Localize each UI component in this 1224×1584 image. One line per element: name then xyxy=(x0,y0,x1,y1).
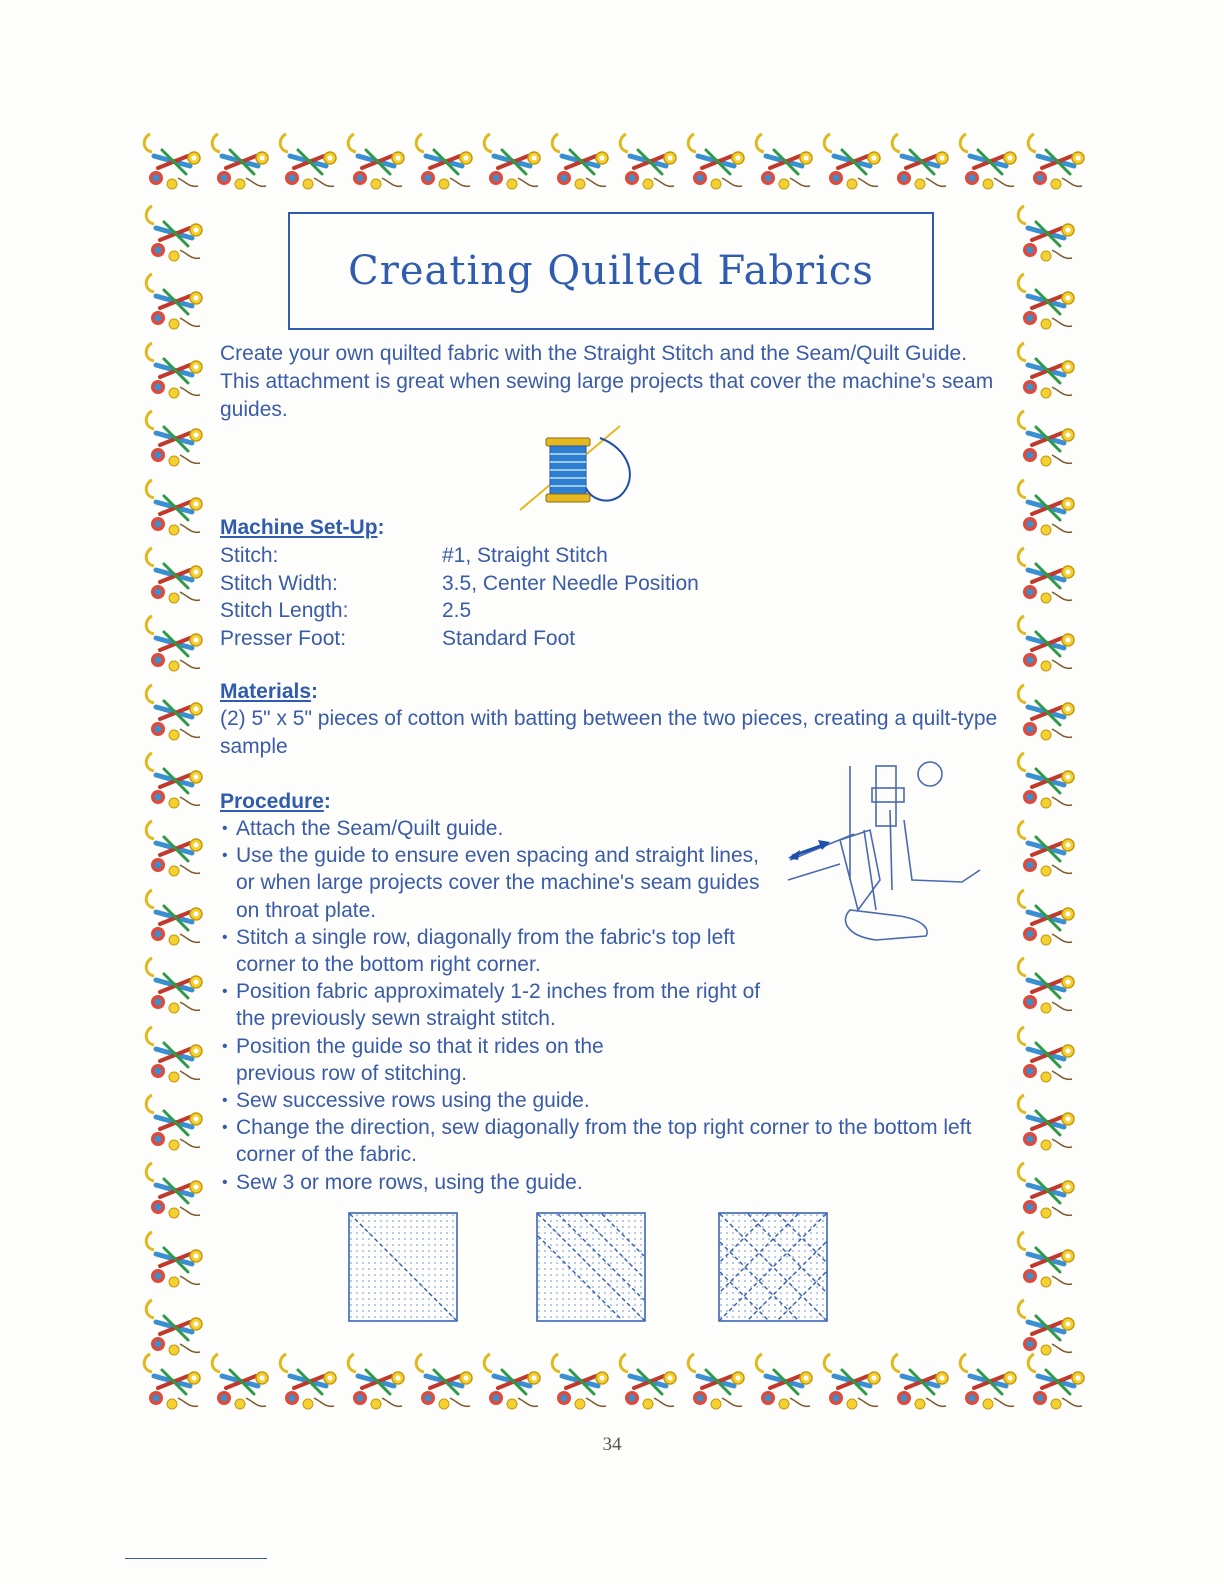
page-title: Creating Quilted Fabrics xyxy=(348,248,874,294)
sewing-motif-icon xyxy=(344,128,410,194)
border-right xyxy=(1014,200,1084,1360)
sewing-motif-icon xyxy=(1014,1226,1080,1292)
sewing-motif-icon xyxy=(142,337,208,403)
sewing-motif-icon xyxy=(142,610,208,676)
sewing-motif-icon xyxy=(142,200,208,266)
setup-row xyxy=(220,542,699,570)
sewing-motif-icon xyxy=(142,474,208,540)
border-top xyxy=(140,128,1090,208)
sewing-motif-icon xyxy=(1024,128,1090,194)
border-left xyxy=(142,200,212,1360)
sewing-motif-icon xyxy=(142,747,208,813)
sewing-motif-icon xyxy=(616,128,682,194)
setup-row xyxy=(220,625,699,653)
sewing-motif-icon xyxy=(1014,542,1080,608)
sewing-motif-icon xyxy=(1014,679,1080,745)
sewing-motif-icon xyxy=(142,1157,208,1223)
sewing-motif-icon xyxy=(276,1348,342,1414)
procedure-step: • Use the guide to ensure even spacing and straight lines, or when large projects cover the machine's seam guides on throat plate. xyxy=(220,842,980,924)
sewing-motif-icon xyxy=(888,128,954,194)
setup-value: 3.5, Center Needle Position xyxy=(442,571,699,595)
footer-rule xyxy=(125,1558,267,1559)
sewing-motif-icon xyxy=(142,405,208,471)
sewing-motif-icon xyxy=(1014,1089,1080,1155)
sewing-motif-icon xyxy=(1014,747,1080,813)
materials-text: (2) 5" x 5" pieces of cotton with batting between the two pieces, creating a quilt-type sample xyxy=(220,707,998,758)
border-bottom xyxy=(140,1348,1090,1428)
procedure-step: • Stitch a single row, diagonally from the fabric's top left corner to the bottom right corner. xyxy=(220,924,980,978)
materials-heading: Materials: xyxy=(220,680,319,703)
procedure-step: • Attach the Seam/Quilt guide. xyxy=(220,815,980,842)
sewing-motif-icon xyxy=(1014,405,1080,471)
sewing-motif-icon xyxy=(1014,200,1080,266)
sewing-motif-icon xyxy=(142,815,208,881)
sewing-motif-icon xyxy=(142,884,208,950)
setup-heading: Machine Set-Up: xyxy=(220,516,385,539)
sewing-motif-icon xyxy=(142,1226,208,1292)
sewing-motif-icon xyxy=(1014,1021,1080,1087)
sewing-motif-icon xyxy=(820,1348,886,1414)
setup-value: #1, Straight Stitch xyxy=(442,544,608,567)
thread-spool-icon xyxy=(510,418,640,518)
sewing-motif-icon xyxy=(752,1348,818,1414)
quilt-sample-multiple-rows xyxy=(536,1212,646,1322)
sewing-motif-icon xyxy=(140,128,206,194)
quilt-sample-crosshatch xyxy=(718,1212,828,1322)
setup-value: 2.5 xyxy=(442,599,472,622)
presser-foot-guide-illustration xyxy=(780,760,990,950)
sewing-motif-icon xyxy=(1014,884,1080,950)
sewing-motif-icon xyxy=(480,128,546,194)
sewing-motif-icon xyxy=(616,1348,682,1414)
sewing-motif-icon xyxy=(480,1348,546,1414)
sewing-motif-icon xyxy=(276,128,342,194)
sewing-motif-icon xyxy=(208,128,274,194)
page-number: 34 xyxy=(602,1434,622,1455)
sewing-motif-icon xyxy=(820,128,886,194)
title-box xyxy=(288,212,934,330)
sewing-motif-icon xyxy=(142,1021,208,1087)
setup-label: Stitch Width: xyxy=(220,571,338,595)
sewing-motif-icon xyxy=(412,128,478,194)
sewing-motif-icon xyxy=(1014,815,1080,881)
procedure-step: • Sew 3 or more rows, using the guide. xyxy=(220,1169,980,1196)
sewing-motif-icon xyxy=(1014,1294,1080,1360)
sewing-motif-icon xyxy=(142,679,208,745)
setup-label: Stitch Length: xyxy=(220,599,349,622)
sewing-motif-icon xyxy=(1014,268,1080,334)
machine-setup-table xyxy=(220,542,699,652)
setup-row xyxy=(220,597,699,625)
sewing-motif-icon xyxy=(142,1089,208,1155)
sewing-motif-icon xyxy=(1014,610,1080,676)
sewing-motif-icon xyxy=(684,1348,750,1414)
sewing-motif-icon xyxy=(548,1348,614,1414)
sewing-motif-icon xyxy=(1014,337,1080,403)
sewing-motif-icon xyxy=(142,542,208,608)
setup-row xyxy=(220,570,699,598)
sewing-motif-icon xyxy=(548,128,614,194)
sewing-motif-icon xyxy=(344,1348,410,1414)
sewing-motif-icon xyxy=(208,1348,274,1414)
procedure-step: • Position fabric approximately 1-2 inches from the right of the previously sewn straight stitch. xyxy=(220,978,980,1032)
sewing-motif-icon xyxy=(1014,474,1080,540)
sewing-motif-icon xyxy=(1014,1157,1080,1223)
sewing-motif-icon xyxy=(142,1294,208,1360)
sewing-motif-icon xyxy=(684,128,750,194)
procedure-step: • Change the direction, sew diagonally from the top right corner to the bottom left corner of the fabric. xyxy=(220,1114,980,1168)
sewing-motif-icon xyxy=(142,268,208,334)
setup-label: Presser Foot: xyxy=(220,626,347,650)
sewing-motif-icon xyxy=(412,1348,478,1414)
sewing-motif-icon xyxy=(1014,952,1080,1018)
setup-label: Stitch: xyxy=(220,544,279,567)
intro-paragraph: Create your own quilted fabric with the Straight Stitch and the Seam/Quilt Guide. This attachment is great when sewing large projects that cover the machine's seam guides. xyxy=(220,342,994,421)
procedure-heading: Procedure: xyxy=(220,790,331,813)
sewing-motif-icon xyxy=(956,128,1022,194)
setup-value: Standard Foot xyxy=(442,626,576,650)
quilt-sample-one-row xyxy=(348,1212,458,1322)
procedure-step: • Position the guide so that it rides on the previous row of stitching. xyxy=(220,1033,980,1087)
sewing-motif-icon xyxy=(752,128,818,194)
procedure-step: • Sew successive rows using the guide. xyxy=(220,1087,980,1114)
sewing-motif-icon xyxy=(142,952,208,1018)
sewing-motif-icon xyxy=(888,1348,954,1414)
sewing-motif-icon xyxy=(956,1348,1022,1414)
